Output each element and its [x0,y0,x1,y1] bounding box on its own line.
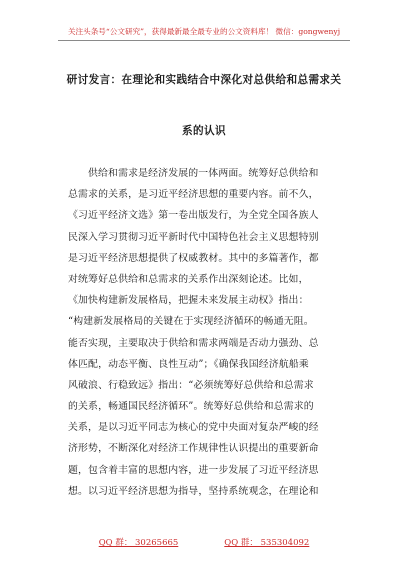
body-line: 关系，是以习近平同志为核心的党中央面对复杂严峻的经 [68,422,319,434]
footer-qq-group-2: QQ 群： 535304092 [224,538,310,548]
footer-qq-group-1: QQ 群： 30265665 [98,538,179,548]
header-divider [58,40,350,41]
body-line: 能否实现，主要取决于供给和需求两端是否动力强劲、总 [68,337,319,349]
body-line: 供给和需求是经济发展的一体两面。统筹好总供给和 [88,168,319,179]
body-line: 是习近平经济思想提供了权威教材。其中的多篇著作，都 [68,252,319,264]
body-line: 风破浪、行稳致远》指出：“必须统筹好总供给和总需求 [68,379,314,391]
document-title-line-2: 系的认识 [182,125,226,137]
body-line: 《加快构建新发展格局，把握未来发展主动权》指出： [68,295,309,307]
body-line: 总需求的关系，是习近平经济思想的重要内容。前不久， [68,189,319,201]
body-line: 的关系，畅通国民经济循环”。统筹好总供给和总需求的 [68,401,314,413]
body-line: 想。以习近平经济思想为指导，坚持系统观念，在理论和 [68,485,319,497]
body-line: 体匹配，动态平衡、良性互动”；《确保我国经济航船乘 [68,358,309,370]
body-line: 济形势，不断深化对经济工作规律性认识提出的重要新命 [68,443,319,455]
header-banner: 关注头条号“公文研究”，获得最新最全最专业的公文资料库！ 微信：gongwenyj [67,27,341,36]
body-line: “构建新发展格局的关键在于实现经济循环的畅通无阻。 [68,316,314,328]
footer [0,536,408,548]
document-title-line-1: 研讨发言：在理论和实践结合中深化对总供给和总需求关 [66,74,342,86]
body-line: 民深入学习贯彻习近平新时代中国特色社会主义思想特别 [68,231,319,243]
body-text [68,163,350,502]
body-line: 题，包含着丰富的思想内容，进一步发展了习近平经济思 [68,464,319,476]
body-line: 对统筹好总供给和总需求的关系作出深刻论述。比如， [68,273,309,285]
body-line: 《习近平经济文选》第一卷出版发行，为全党全国各族人 [68,210,319,222]
